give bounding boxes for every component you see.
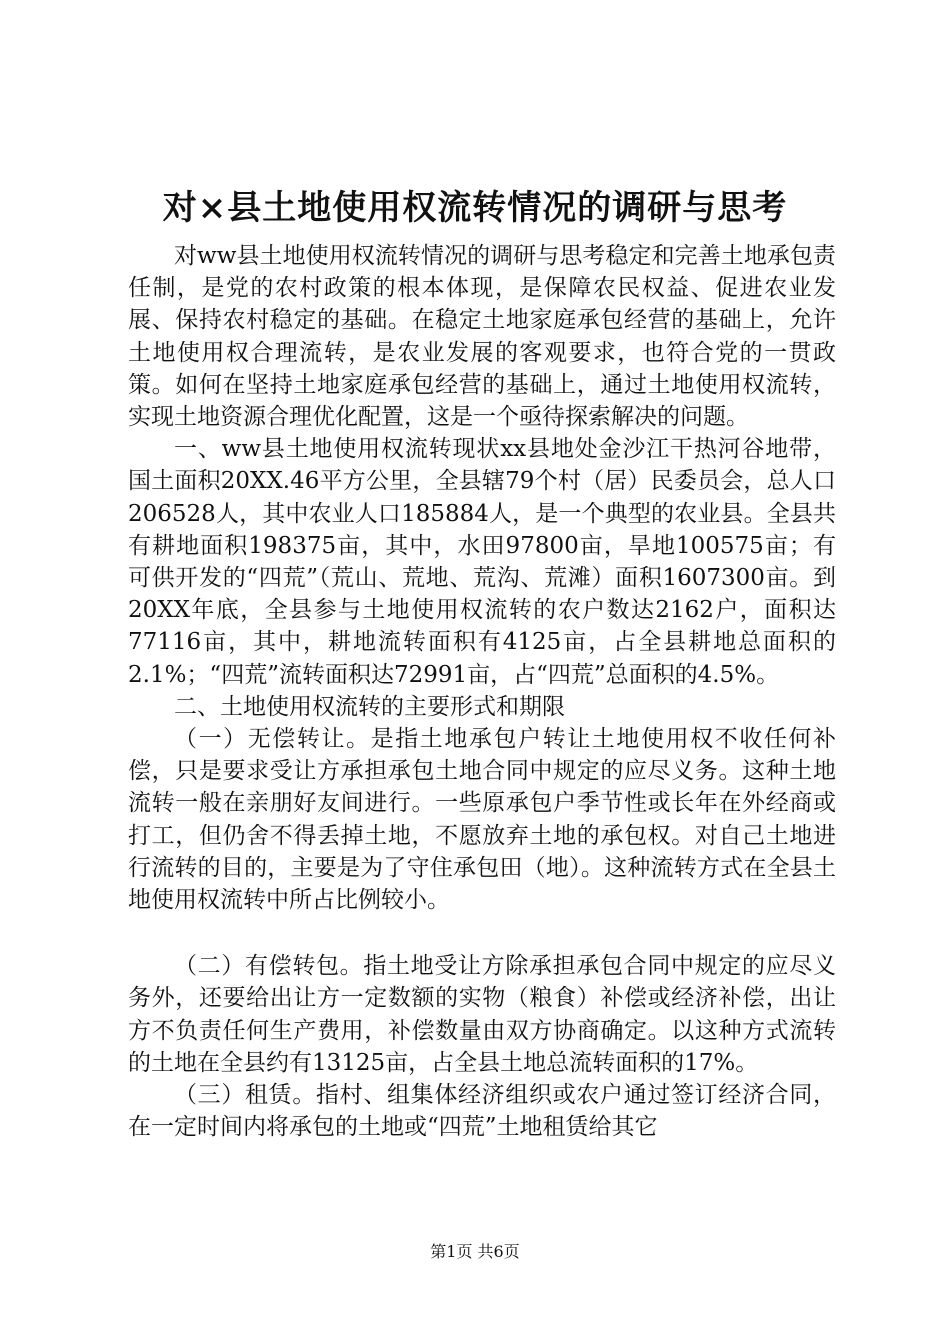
document-title: 对×县土地使用权流转情况的调研与思考: [162, 188, 788, 228]
paragraph-item-1: （一）无偿转让。是指土地承包户转让土地使用权不收任何补偿，只是要求受让方承担承包土地合同中规定的应尽义务。这种土地流转一般在亲朋好友间进行。一些原承包户季节性或长年在外经商或打工，但仍舍不得丢掉土地，不愿放弃土地的承包权。对自己土地进行流转的目的，主要是为了守住承包田（地）。这种流转方式在全县土地使用权流转中所占比例较小。: [128, 726, 836, 914]
paragraph-section-2-heading: 二、土地使用权流转的主要形式和期限: [174, 693, 565, 720]
paragraph-item-2: （二）有偿转包。指土地受让方除承担承包合同中规定的应尽义务外，还要给出让方一定数额的实物（粮食）补偿或经济补偿，出让方不负责任何生产费用，补偿数量由双方协商确定。以这种方式流转的土地在全县约有13125亩，占全县土地总流转面积的17%。: [128, 953, 836, 1076]
page-number-footer: 第1页 共6页: [430, 1242, 520, 1261]
paragraph-section-1: 一、ww县土地使用权流转现状xx县地处金沙江干热河谷地带，国土面积20XX.46平方公里，全县辖79个村（居）民委员会，总人口206528人，其中农业人口185884人，是一个典型的农业县。全县共有耕地面积198375亩，其中，水田97800亩，旱地100575亩；有可供开发的“四荒”（荒山、荒地、荒沟、荒滩）面积1607300亩。到20XX年底，全县参与土地使用权流转的农户数达2162户，面积达77116亩，其中，耕地流转面积有4125亩，占全县耕地总面积的2.1%；“四荒”流转面积达72991亩，占“四荒”总面积的4.5%。: [128, 436, 836, 688]
document-body: [128, 240, 836, 1143]
paragraph-intro: 对ww县土地使用权流转情况的调研与思考稳定和完善土地承包责任制，是党的农村政策的根本体现，是保障农民权益、促进农业发展、保持农村稳定的基础。在稳定土地家庭承包经营的基础上，允许土地使用权合理流转，是农业发展的客观要求，也符合党的一贯政策。如何在坚持土地家庭承包经营的基础上，通过土地使用权流转，实现土地资源合理优化配置，这是一个亟待探索解决的问题。: [128, 243, 836, 431]
paragraph-item-3: （三）租赁。指村、组集体经济组织或农户通过签订经济合同，在一定时间内将承包的土地或“四荒”土地租赁给其它: [128, 1082, 836, 1141]
